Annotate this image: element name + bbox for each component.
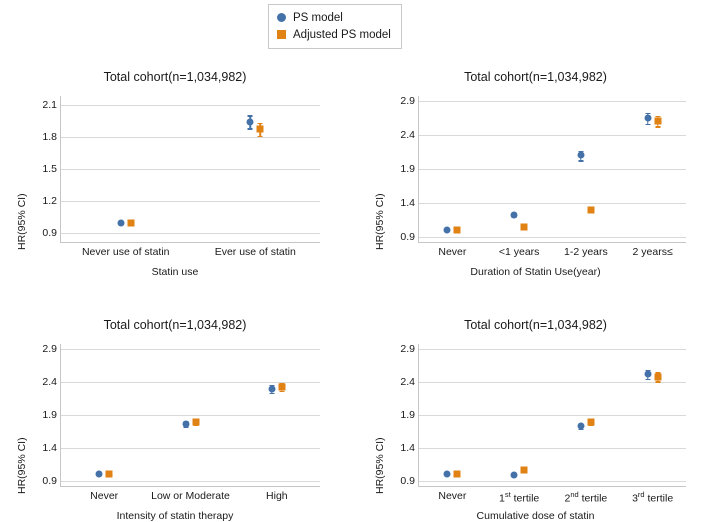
plot-wrap xyxy=(42,96,320,258)
y-axis-tick-label: 2.1 xyxy=(42,98,57,111)
y-axis-tick-label: 1.9 xyxy=(400,409,415,421)
panel-title: Total cohort(n=1,034,982) xyxy=(103,318,247,332)
data-point-marker xyxy=(587,419,594,426)
x-axis-tick-label: 2 years≤ xyxy=(632,246,673,258)
x-axis-tick-label: Low or Moderate xyxy=(151,490,230,502)
x-axis-tick-label: 1-2 years xyxy=(563,246,608,258)
x-axis-tick-label: 1st tertile xyxy=(498,490,540,505)
plot-wrap xyxy=(400,343,686,505)
gridline xyxy=(61,415,320,416)
gridline xyxy=(61,349,320,350)
chart-panel-statin-use xyxy=(10,70,340,285)
gridline xyxy=(419,349,686,350)
data-point-marker xyxy=(106,471,113,478)
gridline xyxy=(419,481,686,482)
gridline xyxy=(61,481,320,482)
gridline xyxy=(61,169,320,170)
error-bar-cap xyxy=(248,115,253,117)
chart-panel-intensity-of-statin-therapy xyxy=(10,318,340,522)
data-point-marker xyxy=(654,373,661,380)
gridline xyxy=(61,105,320,106)
error-bar-cap xyxy=(655,126,660,128)
data-point-marker xyxy=(444,470,451,477)
data-point-marker xyxy=(257,126,264,133)
plot-area xyxy=(400,95,686,258)
plot-wrap xyxy=(400,95,686,258)
chart-panel-duration-of-statin-use xyxy=(368,70,703,285)
error-bar-cap xyxy=(645,379,650,381)
x-axis-label: Duration of Statin Use(year) xyxy=(470,266,601,278)
gridline xyxy=(419,237,686,238)
legend-label-adjusted-ps-model: Adjusted PS model xyxy=(293,28,391,41)
legend-marker-ps-model xyxy=(277,13,286,22)
x-axis-tick-label: 3rd tertile xyxy=(632,490,674,505)
x-axis-tick-label: Never xyxy=(438,246,467,258)
data-point-marker xyxy=(454,471,461,478)
gridline xyxy=(61,233,320,234)
gridline xyxy=(419,135,686,136)
data-point-marker xyxy=(577,152,584,159)
gridline xyxy=(61,201,320,202)
y-axis-tick-label: 2.9 xyxy=(400,343,415,356)
y-axis-tick-label: 2.4 xyxy=(42,376,57,389)
plot-area xyxy=(42,343,320,502)
y-axis-tick-label: 0.9 xyxy=(42,474,57,487)
y-axis-tick-label: 2.9 xyxy=(400,95,415,108)
y-axis-label: HR(95% CI) xyxy=(374,193,386,250)
y-axis-tick-label: 0.9 xyxy=(400,230,415,243)
gridline xyxy=(419,101,686,102)
error-bar-cap xyxy=(258,123,263,125)
error-bar-cap xyxy=(258,136,263,138)
data-point-marker xyxy=(521,224,528,231)
plot-wrap xyxy=(42,343,320,502)
x-axis-tick-label: 2nd tertile xyxy=(564,490,608,505)
y-axis-tick-label: 1.9 xyxy=(400,163,415,175)
data-point-marker xyxy=(654,118,661,125)
y-axis-tick-label: 1.5 xyxy=(42,163,57,175)
data-point-marker xyxy=(117,219,124,226)
chart-panel-cumulative-dose-of-statin xyxy=(368,318,703,522)
gridline xyxy=(419,169,686,170)
panel-title: Total cohort(n=1,034,982) xyxy=(103,70,247,84)
error-bar-cap xyxy=(645,124,650,126)
data-point-marker xyxy=(577,423,584,430)
data-point-marker xyxy=(278,383,285,390)
data-point-marker xyxy=(96,471,103,478)
y-axis-tick-label: 1.4 xyxy=(400,441,415,454)
x-axis-label: Cumulative dose of statin xyxy=(476,510,595,522)
data-point-marker xyxy=(644,371,651,378)
data-point-marker xyxy=(454,226,461,233)
y-axis-tick-label: 1.8 xyxy=(42,130,57,143)
x-axis-tick-label: High xyxy=(266,490,288,502)
plot-area xyxy=(400,343,686,505)
gridline xyxy=(61,137,320,138)
legend-item-adjusted-ps-model xyxy=(277,26,391,43)
data-point-marker xyxy=(644,115,651,122)
y-axis-tick-label: 2.4 xyxy=(400,376,415,389)
data-point-marker xyxy=(268,385,275,392)
gridline xyxy=(419,382,686,383)
data-point-marker xyxy=(247,118,254,125)
y-axis-tick-label: 2.4 xyxy=(400,129,415,142)
y-axis-tick-label: 2.9 xyxy=(42,343,57,356)
error-bar-cap xyxy=(655,381,660,383)
x-axis-tick-label: <1 years xyxy=(498,246,540,258)
gridline xyxy=(419,203,686,204)
error-bar-cap xyxy=(578,160,583,162)
data-point-marker xyxy=(521,466,528,473)
plot-area xyxy=(42,96,320,258)
x-axis-tick-label: Never use of statin xyxy=(81,246,170,258)
data-point-marker xyxy=(182,420,189,427)
error-bar-cap xyxy=(279,391,284,393)
gridline xyxy=(61,448,320,449)
data-point-marker xyxy=(444,226,451,233)
x-axis-label: Intensity of statin therapy xyxy=(116,510,234,522)
panel-title: Total cohort(n=1,034,982) xyxy=(464,318,607,332)
y-axis-label: HR(95% CI) xyxy=(16,437,28,494)
x-axis-tick-label: Never xyxy=(438,490,467,502)
gridline xyxy=(419,415,686,416)
data-point-marker xyxy=(192,418,199,425)
y-axis-tick-label: 1.9 xyxy=(42,409,57,421)
panel-title: Total cohort(n=1,034,982) xyxy=(464,70,607,84)
chart-legend xyxy=(268,4,402,49)
y-axis-label: HR(95% CI) xyxy=(16,193,28,250)
gridline xyxy=(419,448,686,449)
error-bar-cap xyxy=(248,128,253,130)
y-axis-tick-label: 1.4 xyxy=(400,196,415,209)
x-axis-tick-label: Ever use of statin xyxy=(214,246,296,258)
y-axis-tick-label: 0.9 xyxy=(42,227,57,240)
x-axis-tick-label: Never xyxy=(90,490,119,502)
y-axis-tick-label: 0.9 xyxy=(400,474,415,487)
legend-label-ps-model: PS model xyxy=(293,11,343,24)
error-bar-cap xyxy=(269,393,274,395)
x-axis-label: Statin use xyxy=(151,266,199,278)
y-axis-tick-label: 1.2 xyxy=(42,195,57,208)
y-axis-tick-label: 1.4 xyxy=(42,441,57,454)
y-axis-label: HR(95% CI) xyxy=(374,437,386,494)
data-point-marker xyxy=(127,219,134,226)
data-point-marker xyxy=(511,471,518,478)
data-point-marker xyxy=(587,206,594,213)
legend-item-ps-model xyxy=(277,9,391,26)
legend-marker-adjusted-ps-model xyxy=(277,30,286,39)
data-point-marker xyxy=(511,211,518,218)
